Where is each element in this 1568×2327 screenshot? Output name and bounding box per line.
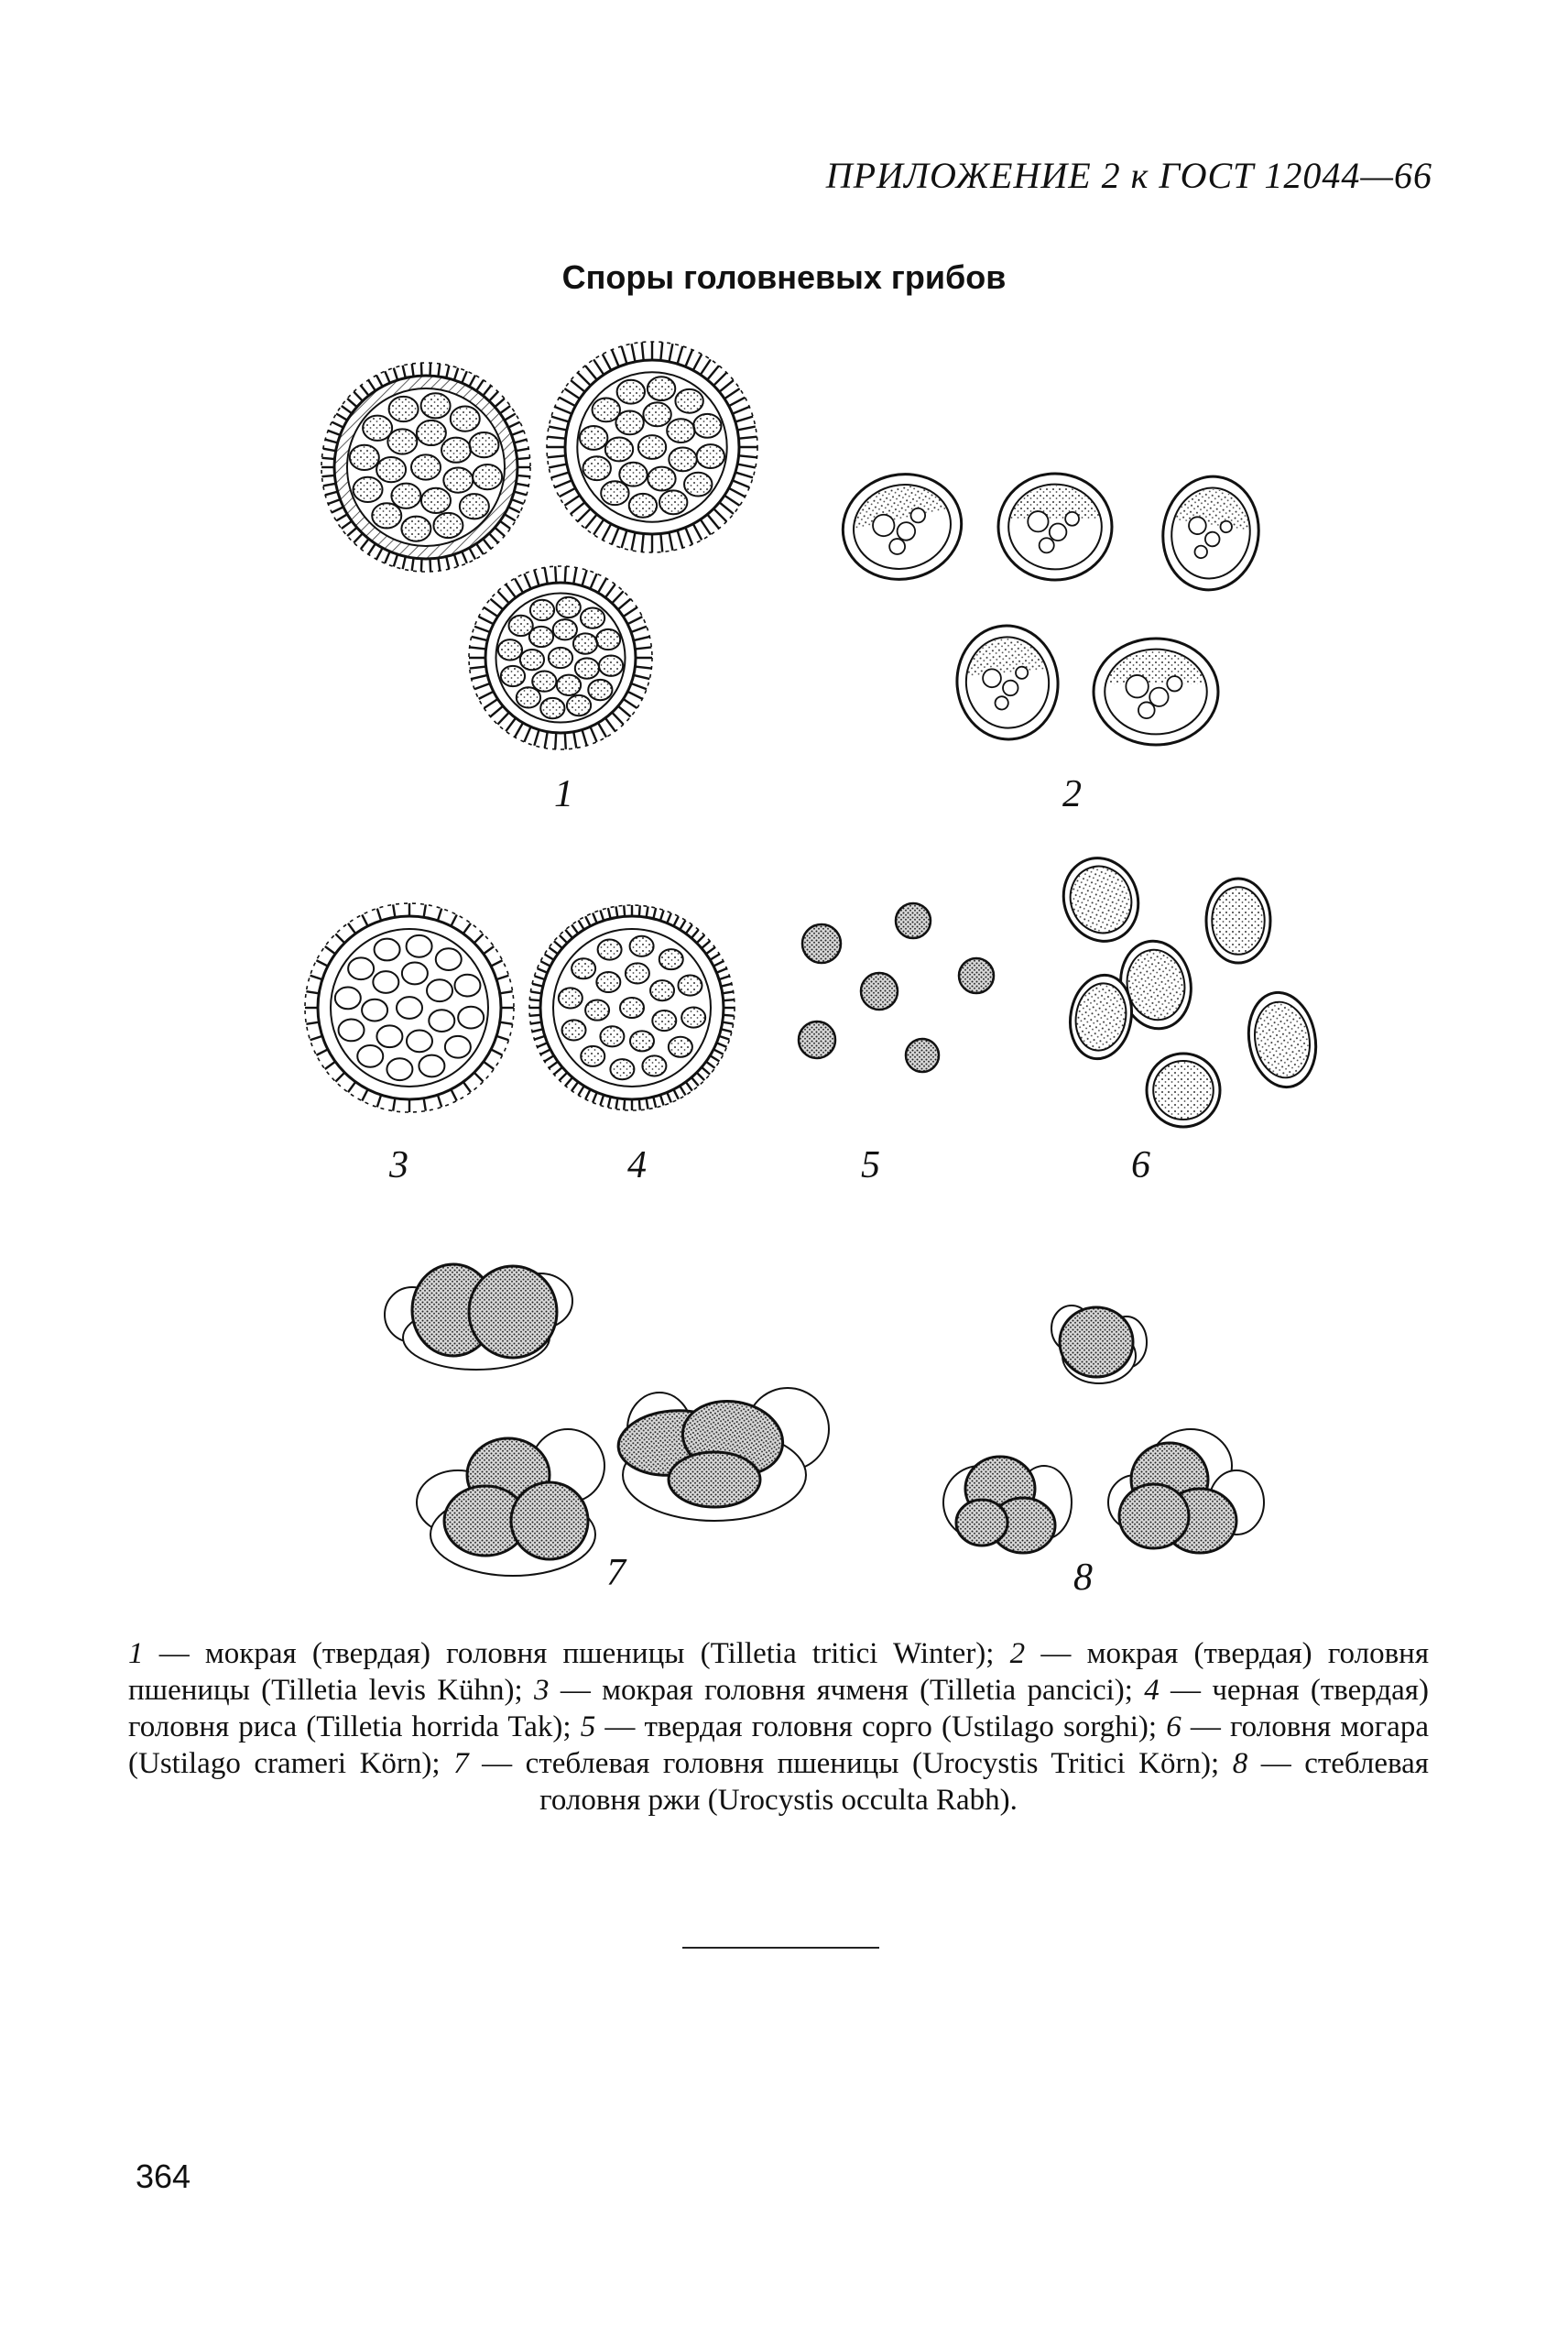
- spore-1b: [547, 342, 757, 552]
- figure-label-1: 1: [554, 773, 573, 815]
- figure-label-7: 7: [606, 1552, 626, 1594]
- spore-5-5: [799, 1021, 835, 1058]
- caption-text-2: — мокрая (твердая) головня пшеницы (Tilletia levis Kühn);: [128, 1637, 1429, 1707]
- separator-rule: [682, 1947, 879, 1949]
- spore-6-6: [1147, 1054, 1220, 1127]
- spore-5-4: [861, 973, 898, 1010]
- spore-1c: [469, 566, 652, 749]
- figure-label-6: 6: [1131, 1144, 1150, 1186]
- spore-2d: [953, 621, 1062, 743]
- caption-num-2: 2: [1009, 1637, 1026, 1670]
- spore-2e: [1094, 639, 1218, 745]
- caption-text-8: — стеблевая головня ржи (Urocystis occulta Rabh).: [539, 1747, 1429, 1817]
- caption-text-3: — мокрая головня ячменя (Tilletia pancici);: [549, 1674, 1145, 1707]
- caption-text-4: — черная (твердая) головня риса (Tilletia horrida Tak);: [128, 1674, 1429, 1743]
- spore-5-2: [896, 903, 931, 938]
- caption-num-5: 5: [580, 1710, 596, 1743]
- spore-7c: [417, 1429, 604, 1576]
- caption-text-5: — твердая головня сорго (Ustilago sorghi);: [595, 1710, 1167, 1743]
- figure-label-2: 2: [1062, 773, 1082, 815]
- spore-7b: [615, 1388, 829, 1521]
- caption-text-7: — стеблевая головня пшеницы (Urocystis Tritici Körn);: [468, 1747, 1233, 1780]
- figure-label-3: 3: [389, 1144, 408, 1186]
- caption-num-6: 6: [1166, 1710, 1181, 1743]
- caption-text-6: — головня могара (Ustilago crameri Körn);: [128, 1710, 1429, 1780]
- caption-num-1: 1: [128, 1637, 144, 1670]
- spore-6-1: [1052, 847, 1150, 952]
- spore-8a: [1051, 1306, 1147, 1383]
- page-number: 364: [136, 2158, 191, 2195]
- spore-8c: [1108, 1429, 1264, 1553]
- caption-num-3: 3: [534, 1674, 550, 1707]
- figure-label-8: 8: [1073, 1557, 1093, 1599]
- figure-caption: [128, 1635, 1429, 1819]
- spore-2c: [1156, 470, 1266, 595]
- figure-label-5: 5: [861, 1144, 880, 1186]
- spore-2b: [998, 474, 1112, 580]
- spore-1a: [321, 363, 530, 572]
- spore-3: [305, 903, 514, 1112]
- spore-8b: [943, 1457, 1072, 1553]
- spore-5-3: [959, 958, 994, 993]
- caption-num-4: 4: [1144, 1674, 1160, 1707]
- spore-6-2: [1206, 879, 1270, 963]
- page-header: ПРИЛОЖЕНИЕ 2 к ГОСТ 12044—66: [825, 155, 1432, 196]
- spore-7a: [385, 1264, 572, 1370]
- spore-5-1: [802, 924, 841, 963]
- spore-6-5: [1242, 988, 1323, 1093]
- spore-5-6: [906, 1039, 939, 1072]
- spore-2a: [833, 464, 972, 591]
- caption-text-1: — мокрая (твердая) головня пшеницы (Tilletia tritici Winter);: [143, 1637, 1010, 1670]
- caption-num-7: 7: [453, 1747, 469, 1780]
- page-title: Споры головневых грибов: [561, 258, 1007, 296]
- caption-num-8: 8: [1232, 1747, 1248, 1780]
- figure-label-4: 4: [627, 1144, 647, 1186]
- spore-4: [529, 905, 735, 1110]
